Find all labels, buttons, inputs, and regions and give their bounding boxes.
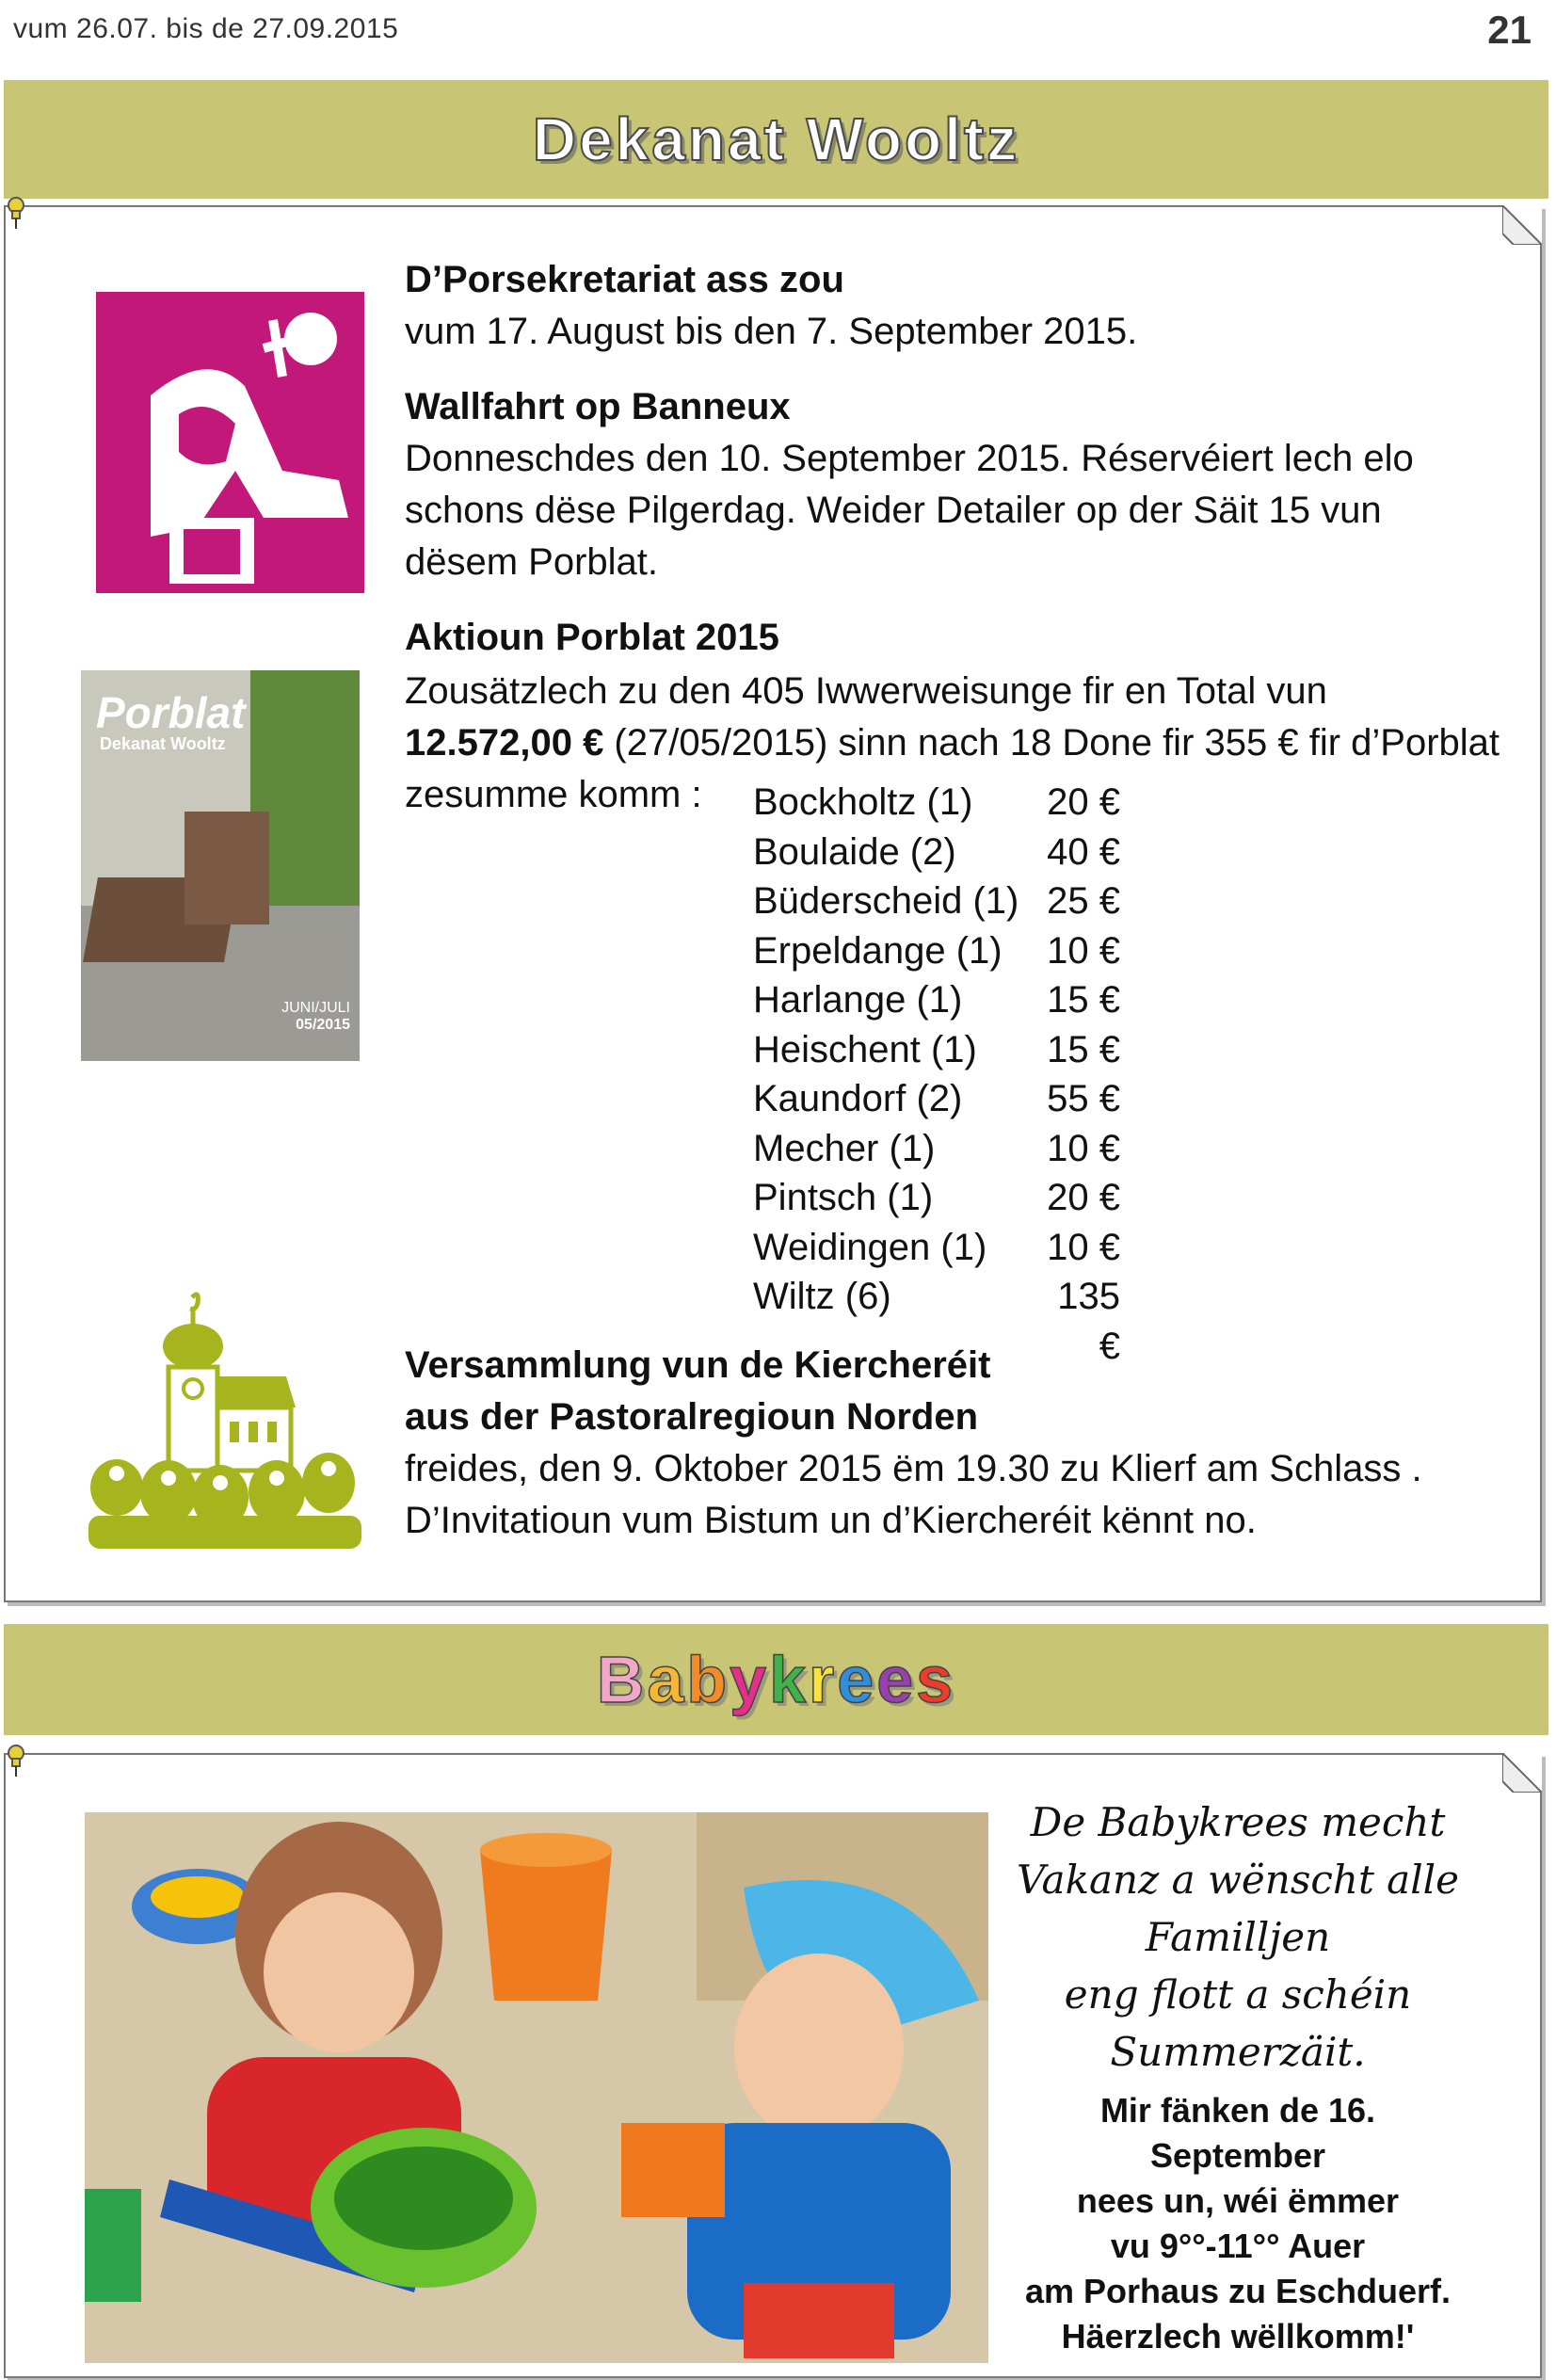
donation-amount: 10 € — [1047, 929, 1120, 972]
donation-amount: 15 € — [1047, 1028, 1120, 1070]
children-sandbox-photo — [85, 1812, 988, 2363]
babykrees-details — [1017, 2088, 1459, 2359]
aktioun-line2-rest: (27/05/2015) sinn nach 18 Done fir 355 € fir d’Porblat — [603, 722, 1500, 764]
porblat-cover-issue — [281, 1000, 350, 1034]
donation-place: Weidingen (1) — [753, 1226, 987, 1268]
donation-amount: 20 € — [1047, 1177, 1120, 1218]
pushpin-icon — [4, 196, 28, 230]
section-aktioun-heading: Aktioun Porblat 2015 — [405, 617, 779, 658]
donation-amount: 10 € — [1047, 1226, 1120, 1268]
donation-row — [753, 876, 1148, 926]
church-congregation-illustration — [79, 1290, 366, 1558]
donation-row — [753, 975, 1148, 1025]
babykrees-detail-line: vu 9°°-11°° Auer — [1110, 2227, 1366, 2265]
donation-row — [753, 1173, 1148, 1223]
babykrees-title-letter: b — [686, 1643, 730, 1716]
babykrees-script-line: Summerzäit. — [1110, 2029, 1366, 2075]
donations-list — [753, 778, 1148, 1367]
donation-amount: 20 € — [1047, 781, 1120, 823]
donation-place: Heischent (1) — [753, 1028, 977, 1070]
section-aktioun-line3: zesumme komm : — [405, 774, 702, 815]
babykrees-detail-line: nees un, wéi ëmmer — [1076, 2181, 1400, 2220]
donation-row — [753, 1124, 1148, 1174]
section-aktioun-line2 — [405, 717, 1500, 769]
babykrees-script-line: De Babykrees mecht — [1030, 1799, 1446, 1845]
donation-row — [753, 1074, 1148, 1124]
babykrees-title-letter: s — [916, 1643, 956, 1716]
babykrees-title-letter: e — [837, 1643, 877, 1716]
porblat-cover-image — [81, 670, 360, 1061]
porblat-cover-title: Porblat — [96, 688, 246, 737]
donation-place: Boulaide (2) — [753, 830, 956, 873]
pushpin-icon — [4, 1744, 28, 1777]
babykrees-title-letter: y — [730, 1643, 770, 1716]
section-versammlung-heading: aus der Pastoralregioun Norden — [405, 1396, 979, 1438]
babykrees-title-letter: k — [769, 1643, 810, 1716]
section-versammlung — [405, 1340, 1422, 1547]
donation-row — [753, 1223, 1148, 1273]
donation-place: Bockholtz (1) — [753, 781, 973, 823]
section-aktioun-line1: Zousätzlech zu den 405 Iwwerweisunge fir en Total vun — [405, 670, 1327, 712]
donation-amount: 25 € — [1047, 880, 1120, 922]
porblat-issue-month: JUNI/JULI — [281, 1000, 350, 1016]
pilgrim-stamp-illustration — [94, 282, 367, 598]
babykrees-title — [597, 1643, 955, 1716]
donation-place: Erpeldange (1) — [753, 929, 1003, 972]
donation-place: Mecher (1) — [753, 1127, 936, 1169]
aktioun-total: 12.572,00 € — [405, 722, 604, 764]
section-wallfahrt-line: dësem Porblat. — [405, 541, 659, 583]
babykrees-detail-line: Häerzlech wëllkomm!' — [1061, 2317, 1415, 2356]
babykrees-script-line: Vakanz a wënscht alle — [1017, 1857, 1459, 1903]
section-wallfahrt-heading: Wallfahrt op Banneux — [405, 386, 791, 427]
porblat-cover-subtitle: Dekanat Wooltz — [100, 734, 226, 753]
header-date: vum 26.07. bis de 27.09.2015 — [13, 13, 399, 44]
section-porsekretariat-heading: D’Porsekretariat ass zou — [405, 259, 844, 300]
donation-amount: 10 € — [1047, 1127, 1120, 1169]
section-versammlung-line: freides, den 9. Oktober 2015 ëm 19.30 zu Klierf am Schlass . — [405, 1448, 1422, 1489]
donation-row — [753, 778, 1148, 828]
porblat-issue-number: 05/2015 — [296, 1017, 350, 1033]
donation-place: Harlange (1) — [753, 979, 963, 1021]
dekanat-banner — [4, 80, 1548, 199]
babykrees-message — [1017, 1793, 1459, 2359]
donation-row — [753, 926, 1148, 976]
donation-place: Pintsch (1) — [753, 1177, 934, 1218]
donation-amount: 55 € — [1047, 1078, 1120, 1119]
donation-place: Wiltz (6) — [753, 1276, 891, 1317]
section-versammlung-heading: Versammlung vun de Kiercheréit — [405, 1344, 991, 1386]
donation-place: Kaundorf (2) — [753, 1078, 963, 1119]
section-wallfahrt-line: schons dëse Pilgerdag. Weider Detailer op der Säit 15 vun — [405, 490, 1382, 531]
babykrees-detail-line: Mir fänken de 16. September — [1099, 2091, 1376, 2175]
babykrees-title-letter: e — [876, 1643, 917, 1716]
dekanat-text — [405, 254, 1137, 358]
section-wallfahrt-line: Donneschdes den 10. September 2015. Réservéiert lech elo — [405, 438, 1414, 479]
section-versammlung-line: D’Invitatioun vum Bistum un d’Kiercheréit kënnt no. — [405, 1500, 1257, 1541]
donation-amount: 15 € — [1047, 979, 1120, 1021]
page-fold-icon — [1502, 1753, 1542, 1793]
babykrees-script-line: Familljen — [1145, 1914, 1331, 1960]
dekanat-title: Dekanat Wooltz — [532, 105, 1020, 173]
babykrees-title-letter: a — [647, 1643, 687, 1716]
babykrees-title-letter: B — [596, 1643, 648, 1716]
donation-amount: 40 € — [1047, 830, 1120, 873]
babykrees-title-letter: r — [809, 1643, 838, 1716]
babykrees-detail-line: am Porhaus zu Eschduerf. — [1024, 2272, 1452, 2310]
donation-amount: 135 € — [1057, 1276, 1120, 1367]
babykrees-banner — [4, 1624, 1548, 1735]
section-wallfahrt — [405, 381, 1414, 588]
section-porsekretariat-body: vum 17. August bis den 7. September 2015. — [405, 311, 1138, 352]
donation-row — [753, 828, 1148, 877]
page-fold-icon — [1502, 205, 1542, 245]
donation-row — [753, 1025, 1148, 1075]
page-number: 21 — [1487, 8, 1532, 52]
donation-row — [753, 1272, 1148, 1367]
donation-place: Büderscheid (1) — [753, 880, 1019, 922]
babykrees-script-line: eng flott a schéin — [1064, 1971, 1412, 2018]
